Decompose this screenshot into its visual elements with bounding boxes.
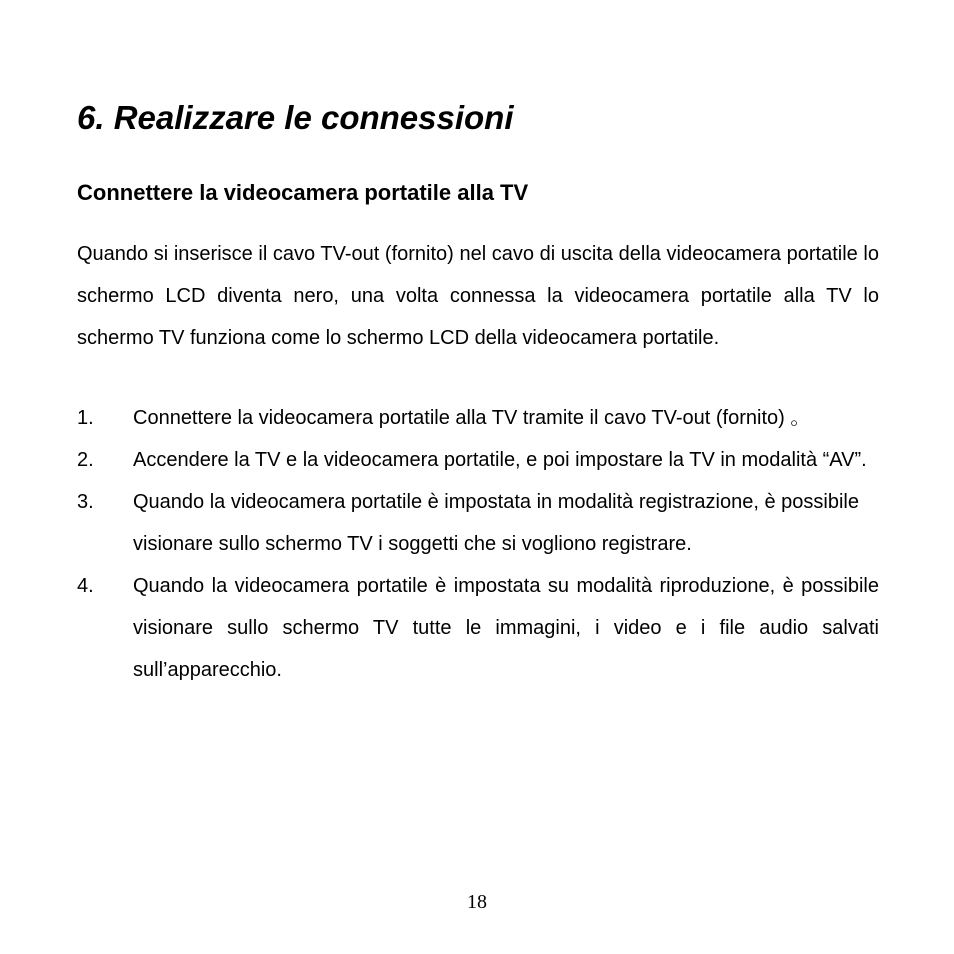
section-title: Connettere la videocamera portatile alla TV [77, 180, 529, 205]
list-item [77, 439, 879, 481]
intro-paragraph: Quando si inserisce il cavo TV-out (fornito) nel cavo di uscita della videocamera portatile lo schermo LCD diventa nero, una volta connessa la videocamera portatile alla TV lo schermo TV funziona come lo schermo LCD della videocamera portatile. [77, 243, 879, 349]
list-item [77, 397, 879, 439]
list-item [77, 565, 879, 691]
step-number: 4. [77, 575, 94, 597]
page-number: 18 [467, 891, 487, 913]
steps-list [77, 397, 879, 691]
step-number: 1. [77, 407, 94, 429]
list-item [77, 481, 879, 565]
step-number: 2. [77, 449, 94, 471]
step-number: 3. [77, 491, 94, 513]
step-text: Connettere la videocamera portatile alla TV tramite il cavo TV-out (fornito) 。 [133, 407, 811, 429]
step-text: Accendere la TV e la videocamera portatile, e poi impostare la TV in modalità “AV”. [133, 449, 867, 471]
chapter-title: 6. Realizzare le connessioni [77, 99, 514, 136]
step-text: Quando la videocamera portatile è impostata su modalità riproduzione, è possibile visionare sullo schermo TV tutte le immagini, i video e i file audio salvati sull’apparecchio. [133, 575, 879, 681]
step-text: Quando la videocamera portatile è impostata in modalità registrazione, è possibile visionare sullo schermo TV i soggetti che si vogliono registrare. [133, 491, 859, 555]
